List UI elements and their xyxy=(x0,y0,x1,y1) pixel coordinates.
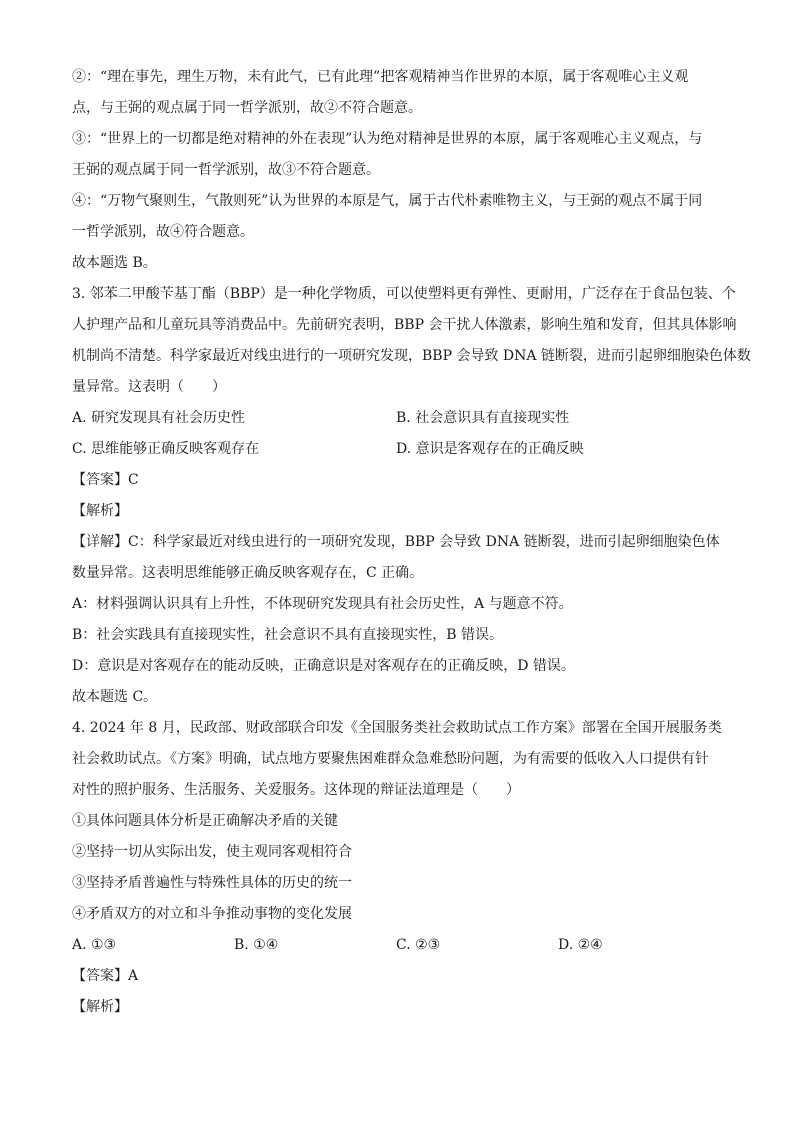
statement-item: ④矛盾双方的对立和斗争推动事物的变化发展 xyxy=(72,906,352,922)
text-line: 点，与王弼的观点属于同一哲学派别，故②不符合题意。 xyxy=(72,100,422,116)
answer-line: 【答案】A xyxy=(72,968,139,984)
analysis-label: 【解析】 xyxy=(72,999,128,1015)
option-b: B. 社会意识具有直接现实性 xyxy=(396,410,570,426)
options-row xyxy=(72,434,732,465)
question-stem-line: 对性的照护服务、生活服务、关爱服务。这体现的辩证法道理是（ ） xyxy=(72,782,520,798)
question-3 xyxy=(72,279,751,713)
option-d: D. ②④ xyxy=(558,937,603,953)
text-line: 一哲学派别，故④符合题意。 xyxy=(72,224,254,240)
question-stem-line: 4. 2024 年 8 月，民政部、财政部联合印发《全国服务类社会救助试点工作方案》部署在全国开展服务类 xyxy=(72,720,722,736)
options-row xyxy=(72,930,732,961)
option-a: A. ①③ xyxy=(72,937,117,953)
question-stem-line: 3. 邻苯二甲酸苄基丁酯（BBP）是一种化学物质，可以使塑料更有弹性、更耐用，广泛存在于食品包装、个 xyxy=(72,286,736,302)
statement-item: ③坚持矛盾普遍性与特殊性具体的历史的统一 xyxy=(72,875,352,891)
question-stem-line: 社会救助试点。《方案》明确，试点地方要聚焦困难群众急难愁盼问题，为有需要的低收入人口提供有针 xyxy=(72,751,709,767)
text-line: ④：“万物气聚则生，气散则死”认为世界的本原是气，属于古代朴素唯物主义，与王弼的观点不属于同 xyxy=(72,193,703,209)
statement-item: ①具体问题具体分析是正确解决矛盾的关键 xyxy=(72,813,338,829)
question-stem-line: 量异常。这表明（ ） xyxy=(72,379,226,395)
text-line: ②：“理在事先，理生万物，未有此气，已有此理”把客观精神当作世界的本原，属于客观唯心主义观 xyxy=(72,69,689,85)
options-row xyxy=(72,403,732,434)
answer-line: 【答案】C xyxy=(72,472,139,488)
option-c: C. 思维能够正确反映客观存在 xyxy=(72,441,260,457)
question-4 xyxy=(72,713,732,1023)
option-d: D. 意识是客观存在的正确反映 xyxy=(396,441,584,457)
detail-line: B：社会实践具有直接现实性，社会意识不具有直接现实性，B 错误。 xyxy=(72,627,504,643)
option-a: A. 研究发现具有社会历史性 xyxy=(72,410,246,426)
previous-analysis xyxy=(72,62,732,279)
question-stem-line: 机制尚不清楚。科学家最近对线虫进行的一项研究发现，BBP 会导致 DNA 链断裂，进而引起卵细胞染色体数 xyxy=(72,348,751,364)
question-stem-line: 人护理产品和儿童玩具等消费品中。先前研究表明，BBP 会干扰人体激素，影响生殖和发育，但其具体影响 xyxy=(72,317,737,333)
option-c: C. ②③ xyxy=(396,937,441,953)
statement-item: ②坚持一切从实际出发，使主观同客观相符合 xyxy=(72,844,352,860)
text-line: ③：“世界上的一切都是绝对精神的外在表现”认为绝对精神是世界的本原，属于客观唯心主义观点，与 xyxy=(72,131,703,147)
detail-line: 数量异常。这表明思维能够正确反映客观存在，C 正确。 xyxy=(72,565,424,581)
detail-line: 故本题选 C。 xyxy=(72,689,158,705)
text-line: 王弼的观点属于同一哲学派别，故③不符合题意。 xyxy=(72,162,380,178)
analysis-label: 【解析】 xyxy=(72,503,128,519)
text-line: 故本题选 B。 xyxy=(72,255,157,271)
detail-line: D：意识是对客观存在的能动反映，正确意识是对客观存在的正确反映，D 错误。 xyxy=(72,658,575,674)
document-page xyxy=(72,62,751,1023)
detail-line: A：材料强调认识具有上升性，不体现研究发现具有社会历史性，A 与题意不符。 xyxy=(72,596,573,612)
option-b: B. ①④ xyxy=(234,937,279,953)
detail-line: 【详解】C：科学家最近对线虫进行的一项研究发现，BBP 会导致 DNA 链断裂，进而引起卵细胞染色体 xyxy=(72,534,720,550)
